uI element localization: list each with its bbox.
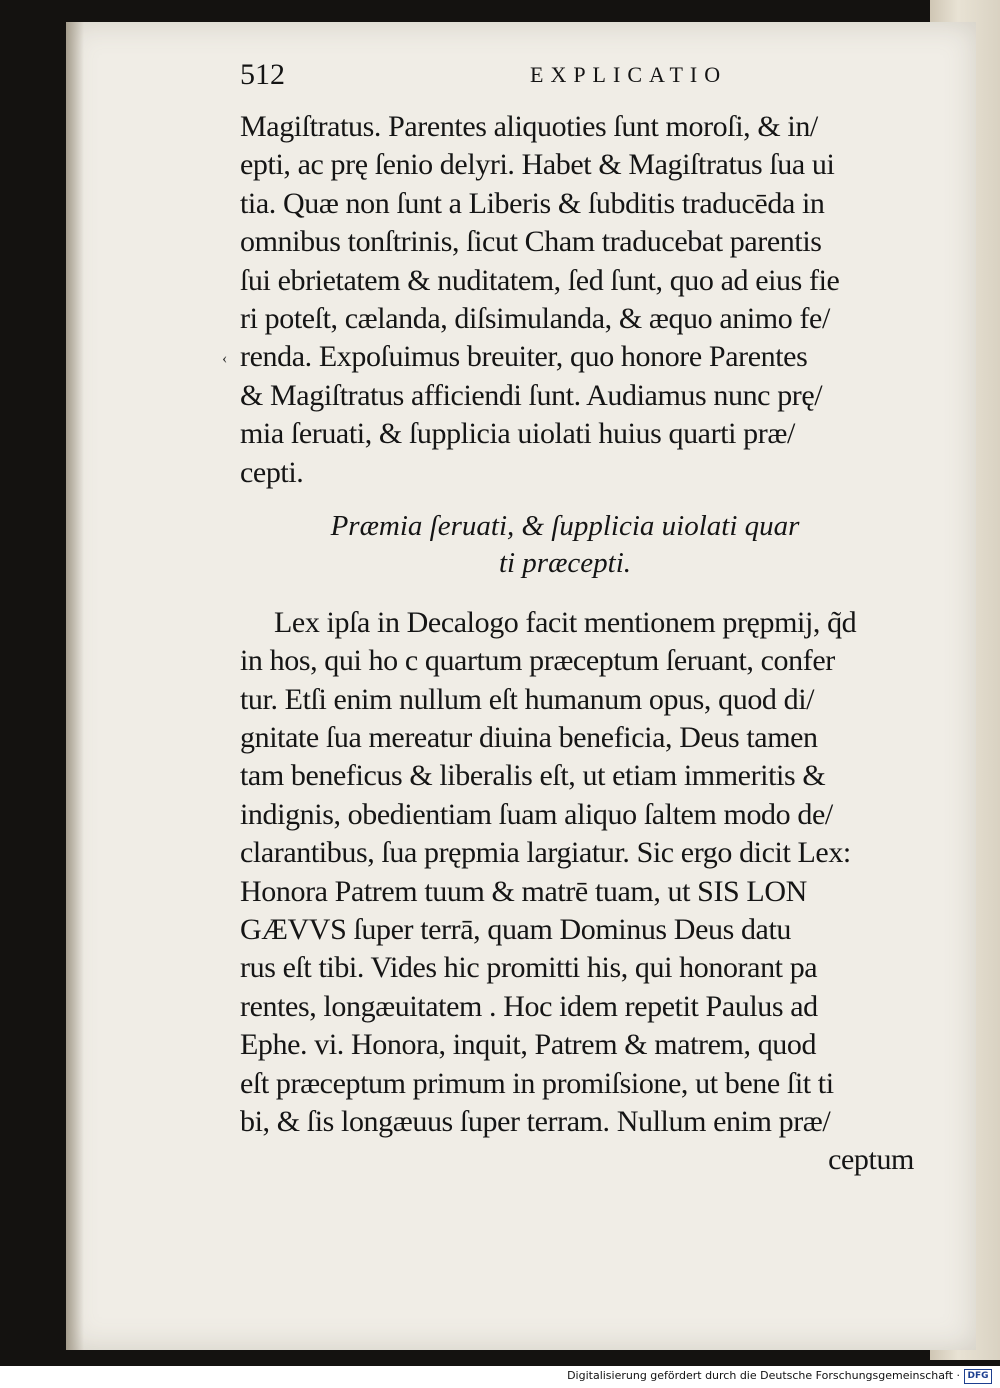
text-line: omnibus tonſtrinis, ſicut Cham traducebat parentis — [240, 225, 822, 259]
text-line: ſui ebrietatem & nuditatem, ſed ſunt, quo ad eius fie — [240, 263, 840, 297]
catchword: ceptum — [828, 1143, 914, 1177]
section-heading-line: ti præcepti. — [498, 546, 632, 579]
text-line: Honora Patrem tuum & matrē tuam, ut SIS LON — [240, 874, 807, 908]
dfg-logo-icon: DFG — [964, 1369, 992, 1384]
digitization-footer — [0, 1366, 1000, 1388]
text-line: epti, ac prę ſenio delyri. Habet & Magiſtratus ſua ui — [240, 148, 835, 182]
text-line: indignis, obedientiam ſuam aliquo ſaltem modo de/ — [240, 797, 833, 831]
text-line: clarantibus, ſua prępmia largiatur. Sic ergo dicit Lex: — [240, 836, 851, 870]
text-line: cepti. — [240, 455, 304, 489]
text-line: rus eſt tibi. Vides hic promitti his, qui honorant pa — [240, 951, 818, 985]
text-line: ri poteſt, cælanda, diſsimulanda, & æquo animo fe/ — [240, 301, 830, 335]
text-line: GÆVVS ſuper terrā, quam Dominus Deus datu — [240, 913, 792, 947]
text-line: Magiſtratus. Parentes aliquoties ſunt moroſi, & in/ — [240, 110, 818, 143]
margin-mark: ‹ — [222, 350, 228, 367]
text-line: Lex ipſa in Decalogo facit mentionem prępmij, q̃d — [274, 605, 857, 639]
text-line: bi, & ſis longæuus ſuper terram. Nullum enim præ/ — [240, 1104, 831, 1138]
text-line: & Magiſtratus afficiendi ſunt. Audiamus nunc prę/ — [240, 378, 823, 412]
text-line: tur. Etſi enim nullum eſt humanum opus, quod di/ — [240, 682, 815, 716]
text-line: Ephe. vi. Honora, inquit, Patrem & matrem, quod — [240, 1028, 817, 1062]
section-heading — [240, 508, 920, 582]
running-head: EXPLICATIO — [530, 62, 728, 87]
page-number: 512 — [240, 58, 285, 91]
text-line: tia. Quæ non ſunt a Liberis & ſubditis traducēda in — [240, 186, 825, 220]
section-heading-line: Præmia ſeruati, & ſupplicia uiolati quar — [330, 509, 800, 542]
text-line: mia ſeruati, & ſupplicia uiolati huius quarti præ/ — [240, 417, 795, 451]
text-line: rentes, longæuitatem . Hoc idem repetit Paulus ad — [240, 989, 818, 1023]
page-gutter-shadow — [66, 22, 84, 1350]
text-line: in hos, qui ho c quartum præceptum ſeruant, confer — [240, 644, 835, 678]
text-line: renda. Expoſuimus breuiter, quo honore Parentes — [240, 340, 808, 374]
text-line: eſt præceptum primum in promiſsione, ut bene ſit ti — [240, 1066, 834, 1100]
text-block — [240, 108, 920, 1180]
text-line: tam beneficus & liberalis eſt, ut etiam immeritis & — [240, 759, 826, 793]
funding-credit: Digitalisierung gefördert durch die Deutsche Forschungsgemeinschaft · — [567, 1369, 960, 1382]
text-line: gnitate ſua mereatur diuina beneficia, Deus tamen — [240, 721, 818, 755]
page-header — [240, 58, 900, 98]
